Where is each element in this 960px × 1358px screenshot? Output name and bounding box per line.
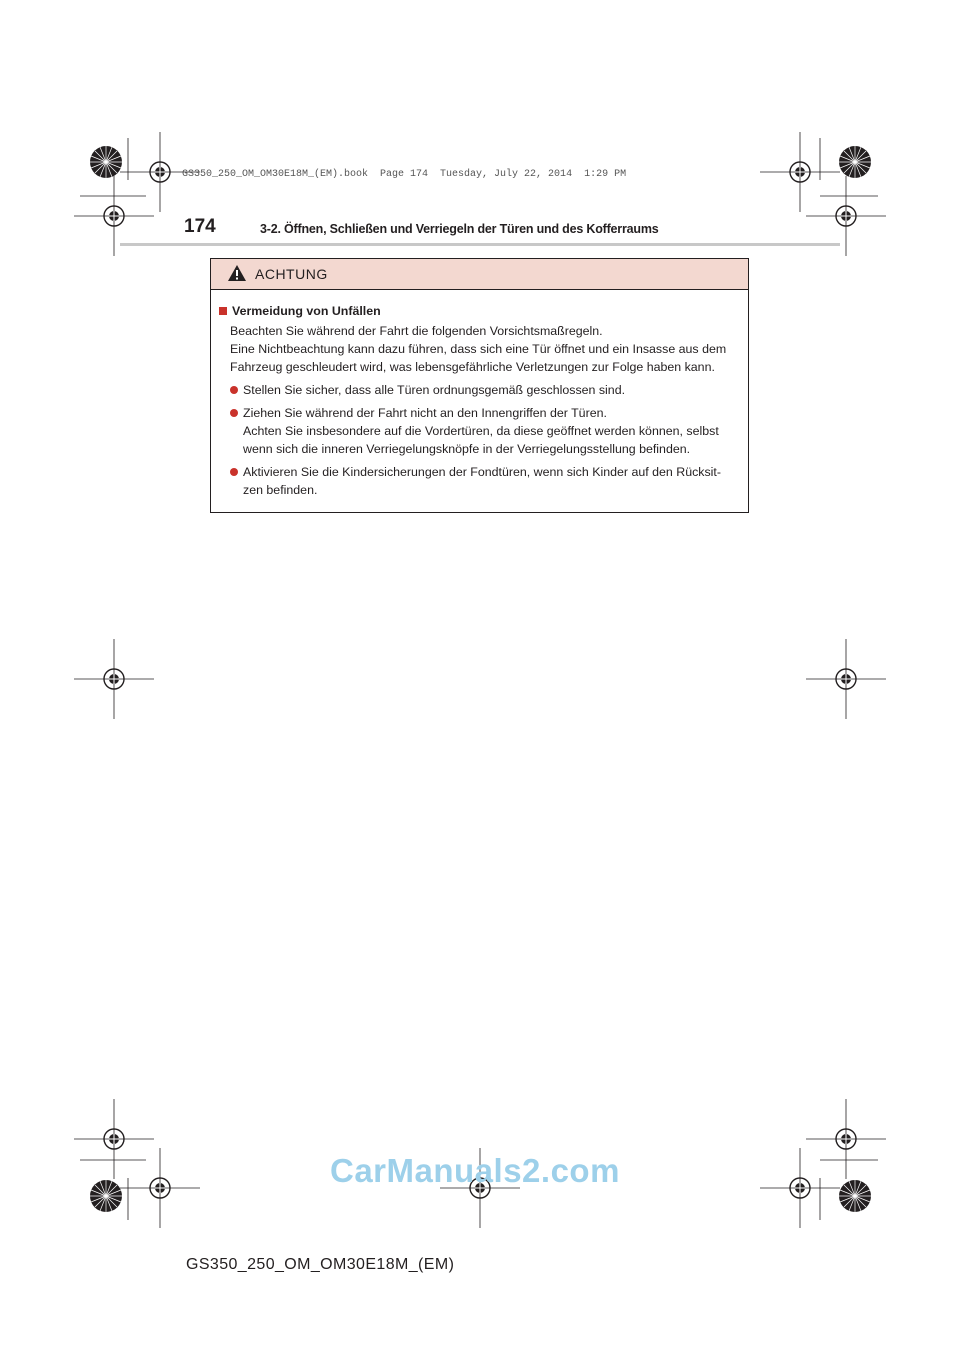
registration-mark [806,1099,886,1179]
warning-triangle-icon [227,264,247,282]
bullet-item [230,404,740,458]
intro-line: Fahrzeug geschleudert wird, was lebensgefährliche Verletzungen zur Folge haben kann. [230,360,715,374]
header-rule [120,243,840,246]
section-title: 3-2. Öffnen, Schließen und Verriegeln der Türen und des Kofferraums [260,222,659,236]
bullet-dot-icon [230,468,238,476]
rosette-mark [839,146,871,178]
rosette-mark [90,1180,122,1212]
square-bullet-icon [219,307,227,315]
warning-header [211,259,748,290]
warning-body [211,290,748,499]
rosette-mark [839,1180,871,1212]
bullet-line: Achten Sie insbesondere auf die Vordertüren, da diese geöffnet werden können, selbst [243,424,719,438]
page-number: 174 [184,216,216,237]
bullet-line: Aktivieren Sie die Kindersicherungen der Fondtüren, wenn sich Kinder auf den Rücksit- [243,465,721,479]
bullet-line: Ziehen Sie während der Fahrt nicht an den Innengriffen der Türen. [243,406,607,420]
topic-label: Vermeidung von Unfällen [232,304,381,318]
bullet-item [230,381,740,399]
watermark-link[interactable]: CarManuals2.com [330,1152,620,1189]
intro-line: Beachten Sie während der Fahrt die folgenden Vorsichtsmaßregeln. [230,324,603,338]
topic-heading [219,302,740,320]
registration-mark [806,639,886,719]
registration-mark [74,1099,154,1179]
intro-line: Eine Nichtbeachtung kann dazu führen, dass sich eine Tür öffnet und ein Insasse aus dem [230,342,727,356]
intro-paragraph [230,322,740,376]
warning-box [210,258,749,513]
print-stamp: GS350_250_OM_OM30E18M_(EM).book Page 174 Tuesday, July 22, 2014 1:29 PM [182,169,627,180]
bullet-line: wenn sich die inneren Verriegelungsknöpfe in der Verriegelungsstellung befinden. [243,442,691,456]
rosette-mark [90,146,122,178]
bullet-line: zen befinden. [243,483,318,497]
document-code: GS350_250_OM_OM30E18M_(EM) [186,1256,455,1273]
registration-mark [74,639,154,719]
bullet-line: Stellen Sie sicher, dass alle Türen ordnungsgemäß geschlossen sind. [243,383,626,397]
bullet-dot-icon [230,409,238,417]
warning-title: ACHTUNG [255,266,328,282]
bullet-item [230,463,740,499]
registration-mark [760,132,840,212]
bullet-dot-icon [230,386,238,394]
